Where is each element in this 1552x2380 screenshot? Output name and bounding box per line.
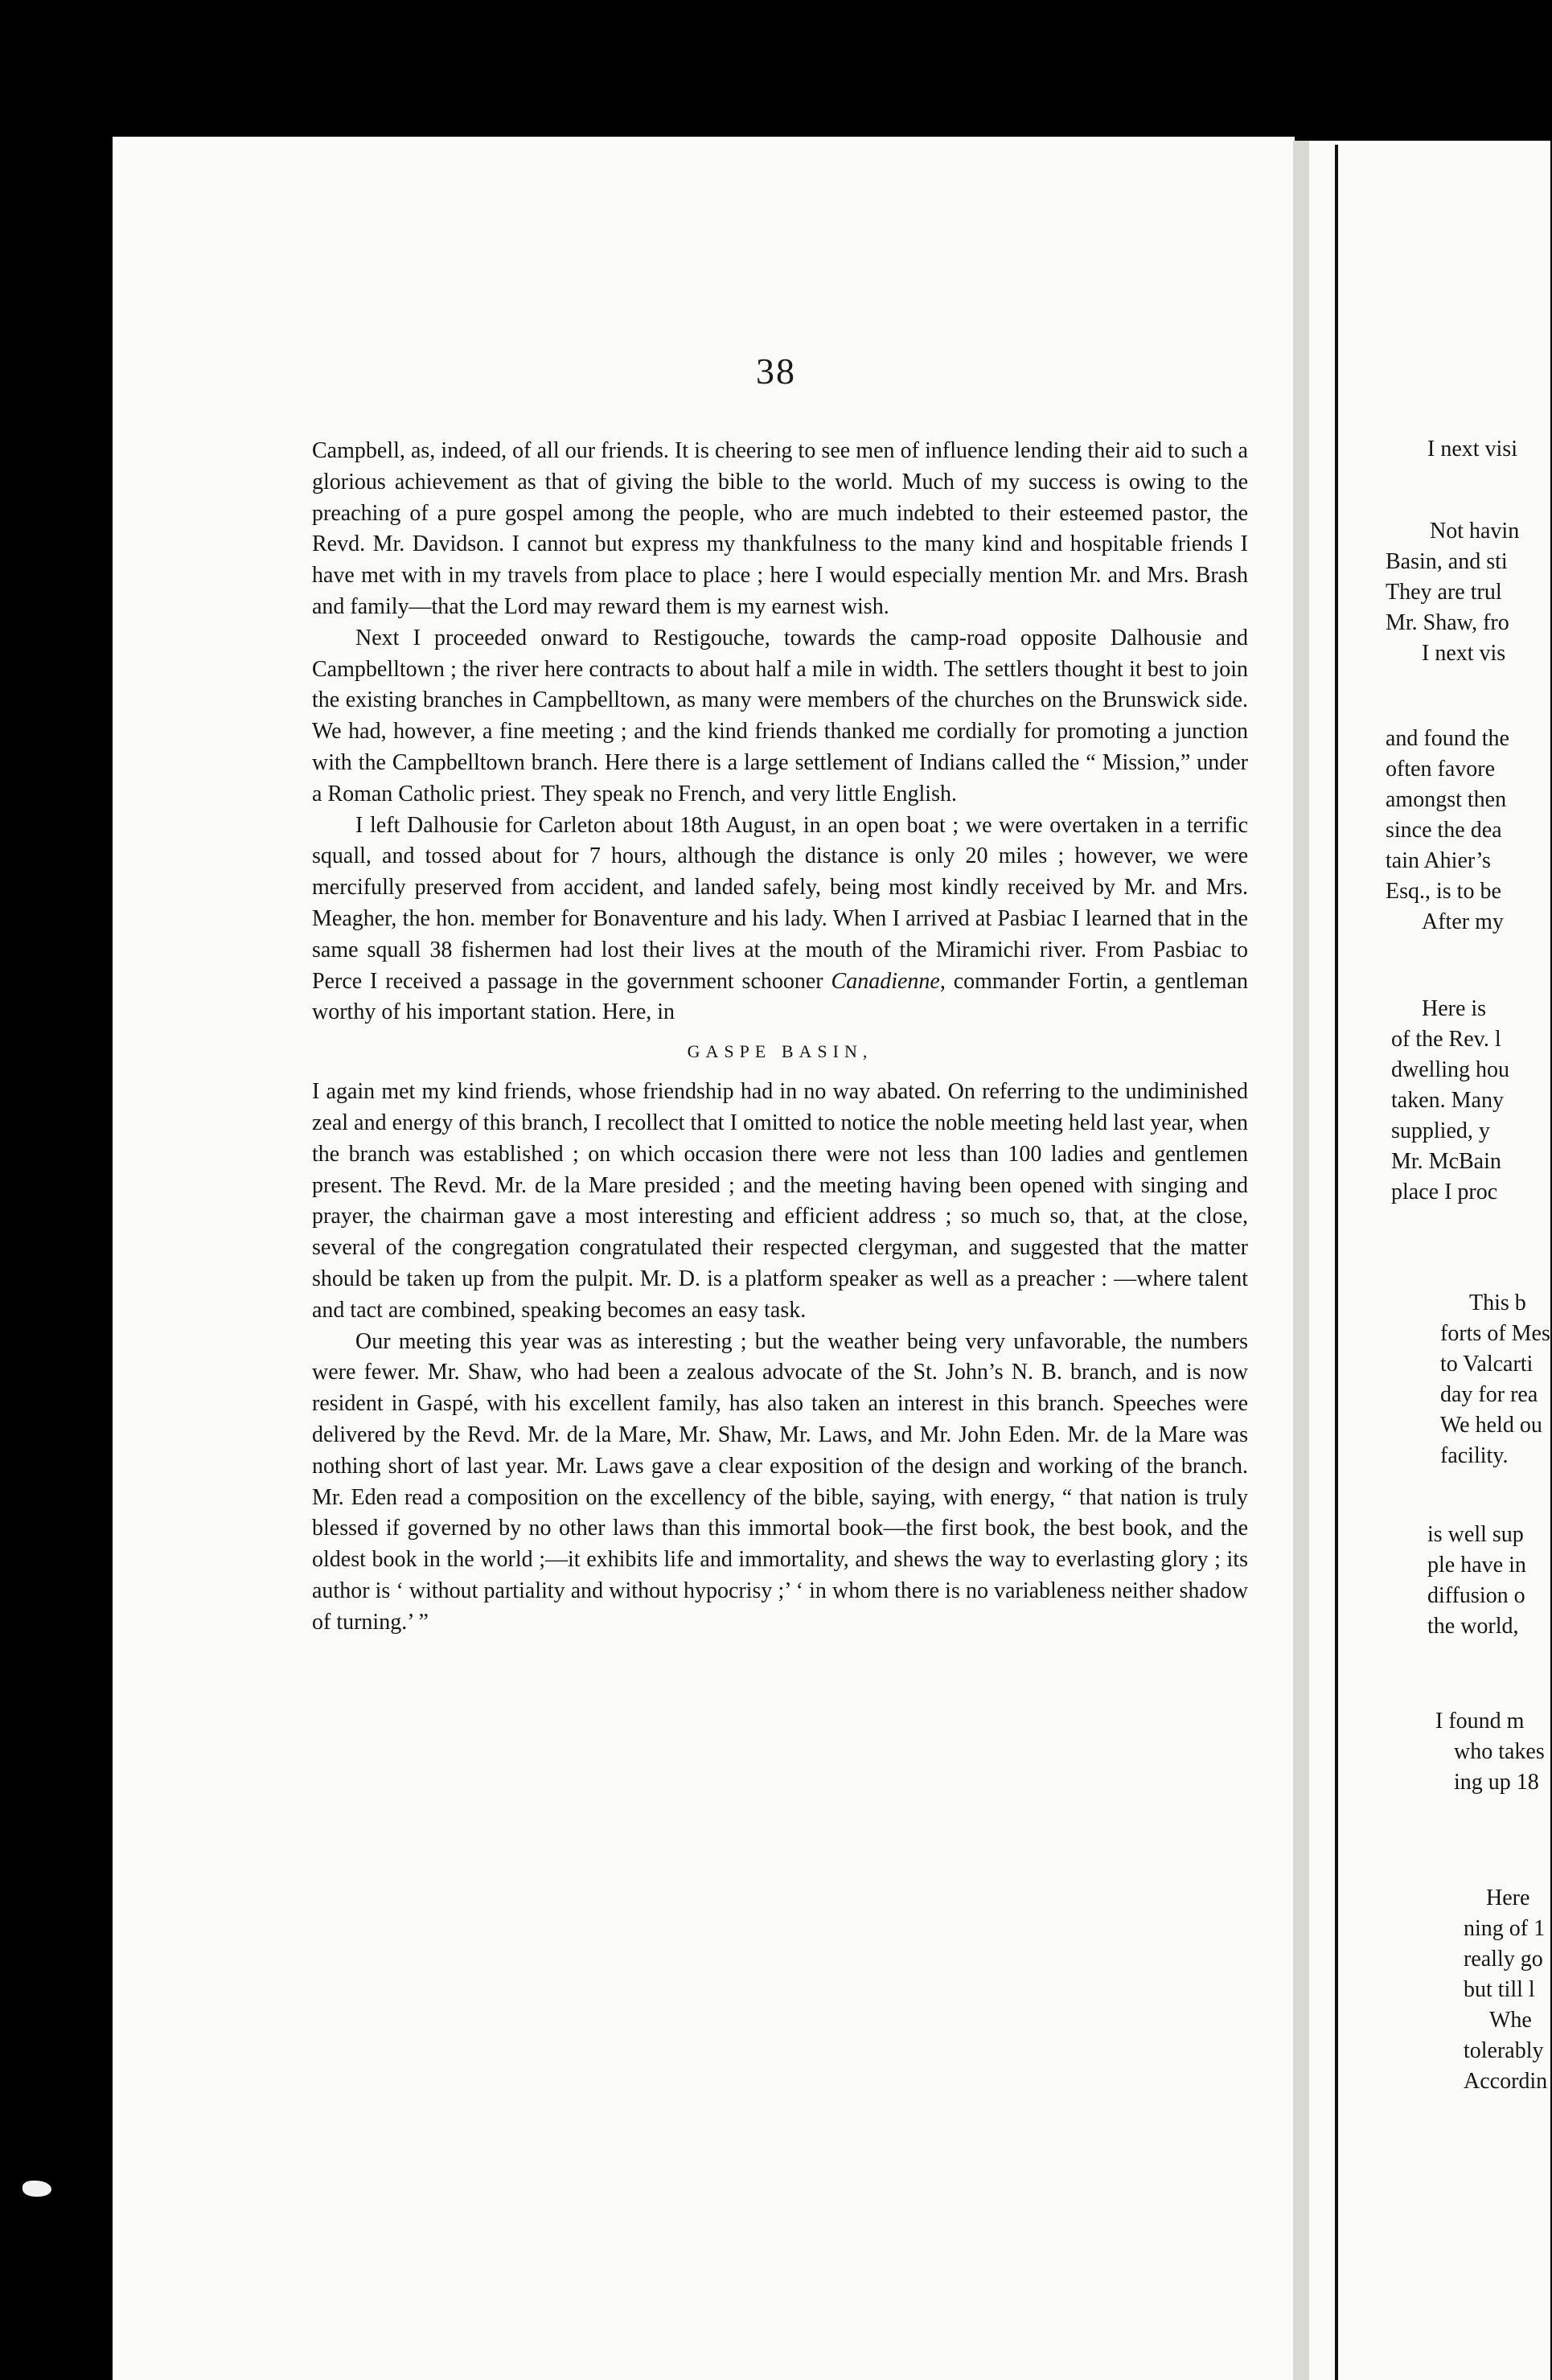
right-line: Mr. McBain	[1391, 1149, 1501, 1174]
right-line: amongst then	[1386, 787, 1507, 812]
right-line: taken. Many	[1391, 1088, 1504, 1113]
paragraph-4: I again met my kind friends, whose friendship had in no way abated. On referring to the undiminished zeal and energy of this branch, I recollect that I omitted to notice the noble meeting held last year, when the branch was established ; on which occasion there were not less than 100 ladies and gentlemen present. The Revd. Mr. de la Mare presided ; and the meeting having been opened with singing and prayer, the chairman gave a most interesting and efficient address ; so much so, that, at the close, several of the congregation congratulated their respected clergyman, and suggested that the matter should be taken up from the pulpit. Mr. D. is a platform speaker as well as a preacher : —where talent and tact are combined, speaking becomes an easy task.	[312, 1079, 1248, 1323]
right-line: who takes	[1454, 1739, 1545, 1764]
right-line: facility.	[1440, 1443, 1509, 1468]
right-line: place I proc	[1391, 1180, 1498, 1204]
right-line: This b	[1469, 1291, 1526, 1315]
right-line: forts of Mes	[1440, 1321, 1550, 1346]
main-text	[312, 436, 1248, 1638]
right-line: is well sup	[1427, 1522, 1524, 1547]
right-line: Not havin	[1430, 519, 1520, 544]
paragraph-5: Our meeting this year was as interesting ; but the weather being very unfavorable, the numbers were fewer. Mr. Shaw, who had been a zealous advocate of the St. John’s N. B. branch, and is now resident in Gaspé, with his excellent family, has also taken an interest in this branch. Speeches were delivered by the Revd. Mr. de la Mare, Mr. Shaw, Mr. Laws, and Mr. John Eden. Mr. de la Mare was nothing short of last year. Mr. Laws gave a clear exposition of the design and working of the branch. Mr. Eden read a composition on the excellency of the bible, saying, with energy, “ that nation is truly blessed if governed by no other laws than this immortal book—the first book, the best book, and the oldest book in the world ;—it exhibits life and immortality, and shews the way to everlasting glory ; its author is ‘ without partiality and without hypocrisy ;’ ‘ in whom there is no variableness neither shadow of turning.’ ”	[312, 1328, 1248, 1635]
right-line: They are trul	[1386, 580, 1502, 605]
book-gutter	[1293, 141, 1311, 2380]
right-line: ple have in	[1427, 1553, 1526, 1578]
right-line: dwelling hou	[1391, 1057, 1509, 1082]
right-line: really go	[1464, 1947, 1543, 1972]
ship-name: Canadienne	[831, 968, 940, 994]
scan-border	[0, 0, 1550, 145]
right-line: diffusion o	[1427, 1583, 1525, 1608]
right-line: to Valcarti	[1440, 1352, 1534, 1377]
right-line: Esq., is to be	[1386, 879, 1501, 904]
right-line: Here	[1486, 1886, 1530, 1910]
right-line: I found m	[1435, 1709, 1525, 1734]
paragraph-3-text-a: I left Dalhousie for Carleton about 18th August, in an open boat ; we were overtaken in a terrific squall, and tossed about for 7 hours, although the distance is only 20 miles ; however, we were mercifully preserved from accident, and landed safely, being most kindly received by Mr. and Mrs. Meagher, the hon. member for Bonaventure and his lady. When I arrived at Pasbiac I learned that in the same squall 38 fishermen had lost their lives at the mouth of the Miramichi river. From Pasbiac to Perce I received a passage in the government schooner	[312, 812, 1248, 994]
paragraph-3-text-b: , commander Fortin, a gentleman worthy of his important station. Here, in	[312, 968, 1249, 1025]
right-line: but till l	[1464, 1977, 1535, 2002]
paragraph-1: Campbell, as, indeed, of all our friends. It is cheering to see men of influence lending their aid to such a glorious achievement as that of giving the bible to the world. Much of my success is owing to the preaching of a pure gospel among the people, who are much indebted to their esteemed pastor, the Revd. Mr. Davidson. I cannot but express my thankfulness to the many kind and hospitable friends I have met with in my travels from place to place ; here I would especially mention Mr. and Mrs. Brash and family—that the Lord may reward them is my earnest wish.	[312, 438, 1248, 619]
right-line: Accordin	[1464, 2069, 1548, 2094]
right-line: of the Rev. l	[1391, 1027, 1501, 1052]
right-line: the world,	[1427, 1614, 1519, 1639]
right-line: ing up 18	[1454, 1770, 1539, 1795]
right-line: I next visi	[1427, 437, 1517, 462]
right-line: We held ou	[1440, 1413, 1542, 1438]
right-line: often favore	[1386, 757, 1496, 782]
right-line: Whe	[1489, 2008, 1532, 2033]
right-line: day for rea	[1440, 1382, 1538, 1407]
right-line: Basin, and sti	[1386, 549, 1508, 574]
right-line: supplied, y	[1391, 1118, 1490, 1143]
right-line: Here is	[1422, 996, 1487, 1021]
scan-blemish	[23, 2181, 51, 2197]
section-heading: GASPE BASIN,	[687, 1041, 873, 1062]
right-line: After my	[1422, 909, 1504, 934]
right-line: ning of 1	[1464, 1916, 1546, 1941]
paragraph-3	[312, 810, 1248, 1029]
right-line: tolerably	[1464, 2038, 1544, 2063]
right-line: since the dea	[1386, 818, 1502, 843]
page-number: 38	[756, 351, 796, 392]
right-line: I next vis	[1422, 641, 1506, 666]
paragraph-2: Next I proceeded onward to Restigouche, towards the camp-road opposite Dalhousie and Campbelltown ; the river here contracts to about half a mile in width. The settlers thought it best to join the existing branches in Campbelltown, as many were members of the churches on the Brunswick side. We had, however, a fine meeting ; and the kind friends thanked me cordially for promoting a junction with the Campbelltown branch. Here there is a large settlement of Indians called the “ Mission,” under a Roman Catholic priest. They speak no French, and very little English.	[312, 625, 1248, 806]
page-edge-line	[1335, 145, 1338, 2380]
right-line: and found the	[1386, 726, 1509, 751]
right-line: tain Ahier’s	[1386, 848, 1491, 873]
right-page-text	[1386, 0, 1552, 2380]
right-line: Mr. Shaw, fro	[1386, 610, 1509, 635]
